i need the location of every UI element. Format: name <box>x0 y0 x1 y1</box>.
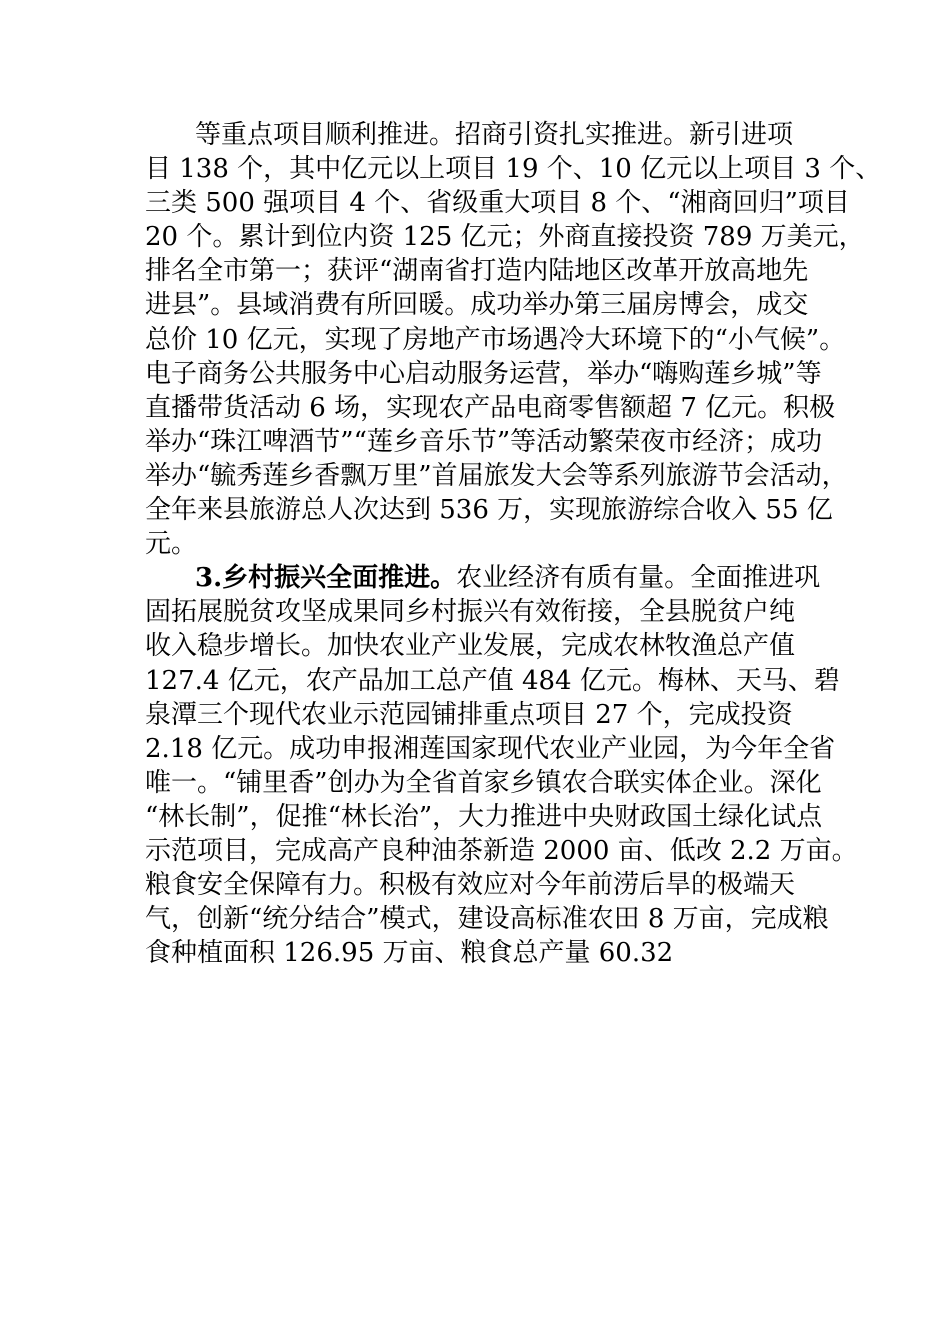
text-line: 粮食安全保障有力。积极有效应对今年前涝后旱的极端天 <box>145 870 796 901</box>
text-line: 收入稳步增长。加快农业产业发展，完成农林牧渔总产值 <box>145 631 796 662</box>
paragraph-investment <box>145 118 882 561</box>
text-line: 总价 10 亿元，实现了房地产市场遇冷大环境下的“小气候”。 <box>145 324 846 355</box>
text-line: 目 138 个，其中亿元以上项目 19 个、10 亿元以上项目 3 个、 <box>145 154 882 185</box>
text-line: 2.18 亿元。成功申报湘莲国家现代农业产业园，为今年全省 <box>145 733 836 764</box>
section-heading: 3.乡村振兴全面推进。 <box>195 563 457 594</box>
text-line: 固拓展脱贫攻坚成果同乡村振兴有效衔接，全县脱贫户纯 <box>145 597 796 628</box>
text-line: 举办“珠江啤酒节”“莲乡音乐节”等活动繁荣夜市经济；成功 <box>145 426 823 457</box>
text-line: 直播带货活动 6 场，实现农产品电商零售额超 7 亿元。积极 <box>145 392 836 423</box>
text-line: 电子商务公共服务中心启动服务运营，举办“嗨购莲乡城”等 <box>145 358 822 389</box>
text-line: 示范项目，完成高产良种油茶新造 2000 亩、低改 2.2 万亩。 <box>145 835 858 866</box>
text-line: “林长制”，促推“林长治”，大力推进中央财政国土绿化试点 <box>145 801 823 832</box>
text-span: 农业经济有质有量。全面推进巩 <box>456 563 821 594</box>
text-line: 全年来县旅游总人次达到 536 万，实现旅游综合收入 55 亿 <box>145 495 833 526</box>
text-line: 三类 500 强项目 4 个、省级重大项目 8 个、“湘商回归”项目 <box>145 188 850 219</box>
text-line: 气，创新“统分结合”模式，建设高标准农田 8 万亩，完成粮 <box>145 904 829 935</box>
text-line: 20 个。累计到位内资 125 亿元；外商直接投资 789 万美元， <box>145 222 865 253</box>
text-line: 排名全市第一；获评“湖南省打造内陆地区改革开放高地先 <box>145 256 809 287</box>
text-line: 127.4 亿元，农产品加工总产值 484 亿元。梅林、天马、碧 <box>145 665 840 696</box>
text-line: 食种植面积 126.95 万亩、粮食总产量 60.32 <box>145 938 674 969</box>
text-line: 进县”。县域消费有所回暖。成功举办第三届房博会，成交 <box>145 290 809 321</box>
text-line: 等重点项目顺利推进。招商引资扎实推进。新引进项 <box>195 120 794 150</box>
text-line: 泉潭三个现代农业示范园铺排重点项目 27 个，完成投资 <box>145 699 793 730</box>
text-line: 唯一。“铺里香”创办为全省首家乡镇农合联实体企业。深化 <box>145 767 822 798</box>
document-body <box>145 118 882 970</box>
text-line: 举办“毓秀莲乡香飘万里”首届旅发大会等系列旅游节会活动， <box>145 460 848 491</box>
paragraph-rural-revitalization <box>145 561 858 970</box>
text-line <box>145 561 835 595</box>
text-line: 元。 <box>145 529 198 560</box>
